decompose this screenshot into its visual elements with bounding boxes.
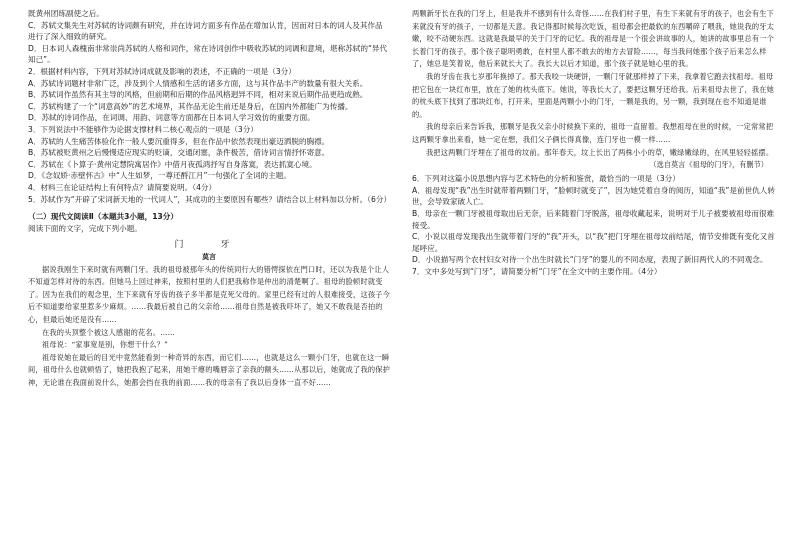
- question-2-option-b: B．苏轼词作虽然有其主导的风格，但前期和后期的作品风格迥异不同，相对来说后期作品更趋成熟。: [28, 90, 368, 100]
- question-6-option-c: C．小说以祖母发现我出生就带着门牙的“我”开头，以“我”把门牙埋在祖母坟前结尾，情节安排既有变化又首尾呼应。: [412, 232, 775, 253]
- section-instruction: 阅读下面的文字，完成下列小题。: [28, 224, 142, 234]
- question-3-option-c: C．苏轼在《卜算子·黄州定慧院寓居作》中借月夜孤鸿抒写自身落寞，表达抓寞心境。: [28, 159, 317, 169]
- question-3-option-a: A．苏轼的人生痛苦体验化作一般人要沉重得多，但在作品中依然表现出豪迈洒脱的胸襟。: [28, 136, 330, 146]
- story-paragraph: 据说我刚生下来时就有两颗门牙。我的祖母被那年头的传统同行大的错愕探依在門口时，还以为我是个让人不知道怎样对待的东西。但她马上回过神来，按照村里的人们把我称作是仲出的清楚啊了。祖母的脸顿时就变了。因为在我们的观念里，生下来就有牙齿的孩子多半都是克死父母的。家里已经有过的人很难接受，这孩子今后不知道要给家里惹多少麻烦。……我最后被自己的父亲给……祖母自然是被我吓坏了，她又不敢我是否拍的心，但最后她还是没有……: [28, 264, 390, 325]
- question-7: 7．文中多处写到“门牙”，请简要分析“门牙”在全文中的主要作用。（4分）: [412, 266, 662, 276]
- question-2-stem: 2．根据材料内容，下列对苏轼诗词成就及影响的表述，不正确的一项是（3分）: [28, 66, 296, 76]
- story-source: （选自莫言《祖母的门牙》，有删节）: [649, 160, 768, 170]
- story-paragraph: 在我的头顶整个被这人感谢的花名。……: [42, 327, 175, 337]
- right-column: [412, 8, 778, 277]
- story-author: 莫言: [202, 251, 216, 261]
- question-3-option-b: B．苏轼被贬黄州之后慢慢适应现实的贬谪，交通闭塞，条件极苦，借诗词言情抒怀寄意。: [28, 148, 330, 158]
- left-column: [28, 8, 390, 390]
- question-4: 4．材料三在论证结构上有何特点？请简要说明。（4分）: [28, 182, 217, 192]
- question-6-option-b: B．母亲在一颗门牙被祖母取出后无奈，后来随着门牙脱落，祖母收藏起来，说明对于儿子被要被祖母而很难接受。: [412, 208, 775, 230]
- section-heading: （二）现代文阅读Ⅱ（本题共3小题，13分）: [28, 212, 178, 222]
- question-6-option-a: A．祖母发现“我”出生时就带着两颗门牙，“脸顿时就变了”，因为她凭着自身的阅历，知道“我”是前世仇人转世，会导致家破人亡。: [412, 185, 775, 207]
- question-2-option-c: C．苏轼构建了一个“词意高妙”的艺术境界，其作品无论生前还是身后，在国内外都能广为传播。: [28, 101, 353, 111]
- story-paragraph: 我的母亲后来告诉我，那颗牙是我父亲小时候换下来的，祖母一直留着。我想祖母在世的时候，一定常常把这两颗牙拿出来看，她一定在想，我们父子俩长得真像，连门牙也一模一样……: [412, 122, 774, 144]
- question-2-option-d: D．苏轼的诗词作品，在词调、用韵、词意等方面都在日本词人学习效仿的重要方面。: [28, 113, 315, 123]
- option-d-q1: D．日本词人森槐南非常崇尚苏轼的人格和词作，常在诗词创作中吸收苏轼的词调和意境，堪称苏轼的“异代知己”。: [28, 43, 388, 65]
- question-3-option-d: D．《念奴娇·赤壁怀古》中“人生如梦，一尊还酹江月”一句强化了全词的主题。: [28, 171, 291, 181]
- story-title: 门 牙: [174, 239, 244, 250]
- story-paragraph: 我的牙齿在我七岁那年换掉了。那天我咬一块硬饼，一颗门牙就那样掉了下来，我拿着它跑去找祖母。祖母把它包在一块红布里，放在了她的枕头底下。她说，等我长大了，要把这颗牙还给我。后来祖母去世了，我在她的枕头底下找到了那块红布，打开来，里面是两颗小小的门牙，一颗是我的，另一颗，我到现在也不知道是谁的。: [412, 71, 774, 119]
- story-paragraph: 我把这两颗门牙埋在了祖母的坟前。那年春天，坟上长出了两株小小的草，嫩绿嫩绿的，在风里轻轻摇摆。: [426, 147, 774, 157]
- story-paragraph: 祖母说：“家事宽是别，你想干什么？”: [42, 340, 168, 350]
- question-2-option-a: A．苏轼诗词题材非常广泛，涉及到个人情感和生活的诸多方面，这与其作品丰产的数量有很大关系。: [28, 78, 368, 88]
- option-c-q1: C．苏轼文集先生对苏轼的诗词颇有研究，并在诗词方面多有作品在增加认肯，因而对日本的词人及其作品进行了深入细致的研究。: [28, 20, 383, 42]
- story-paragraph: 两颗新牙长在我的门牙上，但是我并不感到有什么奇怪……在我们村子里，有生下来就有牙的孩子，也会有生下来就没有牙的孩子，一切都是天意。我记得那时候每次吃饭，祖母都会把最软的东西嚼碎了喂我，她说我的牙太嫩，咬不动硬东西。这就是我最早的关于门牙的记忆。我的祖母是一个很会讲故事的人，她讲的故事里总有一个长着门牙的孩子，那个孩子聪明勇敢，在村里人都不敢去的地方去冒险……，每当我问她那个孩子后来怎么样了，她总是笑着说，他后来就长大了。我长大以后才知道，那个孩子就是她心里的我。: [412, 9, 774, 69]
- question-3-stem: 3．下列说法中不能够作为论据支撑材料二核心观点的一项是（3分）: [28, 124, 258, 134]
- question-5: 5．苏轼作为“开辟了宋词新天地的一代词人”，其成功的主要原因有哪些？请结合以上材料加以分析。（6分）: [28, 194, 392, 204]
- question-6-stem: 6．下列对这篇小说思想内容与艺术特色的分析和鉴赏，最恰当的一项是（3分）: [412, 174, 680, 184]
- continued-text: 既黄州团练副使之后。: [28, 9, 104, 18]
- story-paragraph: 祖母说她在最后的目光中竟然能看到一种奇异的东西，而它们……，也就是这么一颗小门牙，也就在这一瞬间，祖母什么也就顿悟了，她把我抱了起来，用她干瘪的嘴唇亲了亲我的额头……从那以后，她就成了我的保护神，无论谁在我面前说什么，她都会挡在我的前面……我的母亲有了我以后身体一直不好……: [28, 352, 390, 388]
- question-6-option-d: D．小说描写两个农村妇女对待一个出生时就长“门牙”的婴儿的不同态度，表现了新旧两代人的不同观念。: [412, 255, 768, 265]
